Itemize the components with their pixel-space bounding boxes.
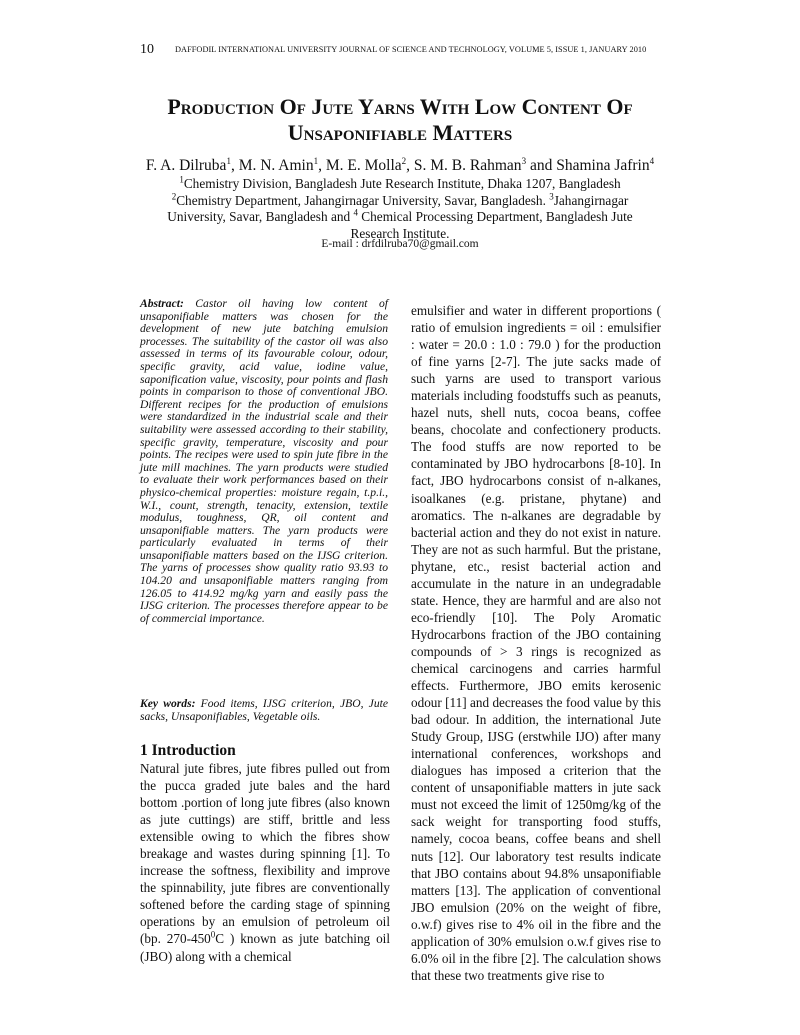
affil-mark: 2	[171, 191, 177, 202]
author-affil-mark: 4	[649, 155, 655, 166]
author-name: M. N. Amin	[238, 157, 314, 174]
author-separator: ,	[230, 157, 239, 174]
author-list	[90, 157, 710, 175]
degree-mark: 0	[210, 930, 216, 941]
author-affil-mark: 2	[401, 155, 407, 166]
abstract-text: Castor oil having low content of unsaponifiable matters was chosen for the development of new jute batching emulsion processes. The suitability of the castor oil was also assessed in terms of its favourable colour, odour, specific gravity, acid value, iodine value, saponification value, viscosity, pour points and flash points in comparison to those of conventional JBO. Different recipes for the production of emulsions were standardized in the industrial scale and their suitability were assessed according to their stability, specific gravity, temperature, viscosity and pour points. The recipes were used to spin jute fibre in the jute mill machines. The yarn products were studied to evaluate their work performances based on their physico-chemical properties: moisture regain, t.p.i., W.I., count, strength, tenacity, extension, textile modulus, toughness, QR, oil content and unsaponifiable matters. The yarn products were particularly evaluated in terms of their unsaponifiable matters based on the IJSG criterion. The yarns of processes show quality ratio 93.93 to 104.20 and unsaponifiable matters ranging from 126.05 to 414.92 mg/kg yarn and easily pass the IJSG criterion. The processes therefore appear to be of commercial importance.	[140, 297, 388, 625]
keywords	[140, 698, 388, 723]
affil-mark: 1	[179, 174, 184, 185]
author-separator: ,	[406, 157, 414, 174]
title-line-2: Unsaponifiable Matters	[287, 120, 513, 145]
author-name: M. E. Molla	[325, 157, 402, 174]
contact-email: E-mail : drfdilruba70@gmail.com	[321, 238, 479, 250]
author-name: S. M. B. Rahman	[413, 157, 522, 174]
affiliation-text: Chemistry Department, Jahangirnagar University, Savar, Bangladesh.	[176, 192, 550, 208]
column-2-paragraph: emulsifier and water in different proportions ( ratio of emulsion ingredients = oil : emulsifier : water = 20.0 : 1.0 : 79.0 ) for the production of fine yarns [2-7]. The jute sacks made of such yarns are used to transport various materials including foodstuffs such as peanuts, hazel nuts, shell nuts, cocoa beans, coffee beans, chocolate and confectionery products. The food stuffs are now reported to be contaminated by JBO hydrocarbons [8-10]. In fact, JBO hydrocarbons consist of n-alkanes, isoalkanes (e.g. pristane, phytane) and aromatics. The n-alkanes are degradable by bacterial action and they do not exist in nature. They are not as such harmful. But the pristane, phytane, etc., resist bacterial action and accumulate in the nature in an undegradable state. Hence, they are harmful and are also not eco-friendly [10]. The Poly Aromatic Hydrocarbons fraction of the JBO containing compounds of > 3 rings is recognized as chemical carcinogens and carries harmful effects. Furthermore, JBO emits kerosenic odour [11] and decreases the food value by this bad odour. In addition, the international Jute Study Group, IJSG (erstwhile IJO) after many international conferences, workshops and dialogues has imposed a criterion that the content of unsaponifiable matters in jute sack must not exceed the limit of 1250mg/kg of the sack weight for transporting food stuffs, namely, cocoa beans, coffee beans and shell nuts [12]. Our laboratory test results indicate that JBO contains about 94.8% unsaponifiable matters [13]. The application of conventional JBO emulsion (20% on the weight of fibre, o.w.f) gives rise to 4% oil in the fibre and the application of 30% emulsion o.w.f gives rise to 6.0% oil in the fibre [2]. The calculation shows that these two treatments give rise to	[411, 303, 661, 983]
affiliations	[150, 176, 650, 242]
page-number: 10	[140, 42, 154, 57]
affil-mark: 4	[353, 207, 358, 218]
intro-text: C ) known as jute batching oil (JBO) along with a chemical	[140, 931, 390, 964]
author-separator: ,	[318, 157, 326, 174]
paper-title	[80, 94, 720, 146]
section-heading: 1 Introduction	[140, 742, 236, 759]
title-line-1: Production Of Jute Yarns With Low Content Of	[167, 94, 633, 119]
affiliation-text: Chemistry Division, Bangladesh Jute Research Institute, Dhaka 1207, Bangladesh	[183, 176, 621, 191]
introduction-paragraph	[140, 760, 390, 965]
author-affil-mark: 1	[226, 155, 231, 166]
keywords-text: Food items, IJSG criterion, JBO, Jute sacks, Unsaponifiables, Vegetable oils.	[140, 697, 388, 723]
affil-mark: 3	[549, 191, 554, 202]
intro-text: Natural jute fibres, jute fibres pulled out from the pucca graded jute bales and the hard bottom .portion of long jute fibres (also known as jute cuttings) are stiff, brittle and less extensible owing to which the fibres show breakage and wastes during spinning [1]. To increase the softness, flexibility and improve the spinnability, jute fibres are conventionally softened before the carding stage of spinning operations by an emulsion of petroleum oil (bp. 270-450	[140, 761, 390, 947]
running-header: DAFFODIL INTERNATIONAL UNIVERSITY JOURNAL OF SCIENCE AND TECHNOLOGY, VOLUME 5, ISSUE 1, JANUARY 2010	[175, 45, 647, 54]
author-separator: and	[526, 157, 557, 174]
author-affil-mark: 3	[521, 155, 527, 166]
author-affil-mark: 1	[313, 155, 319, 166]
abstract-label: Abstract:	[140, 297, 184, 310]
author-name: F. A. Dilruba	[145, 157, 227, 174]
keywords-label: Key words:	[140, 697, 196, 710]
author-name: Shamina Jafrin	[556, 157, 650, 174]
affiliation-text: Chemical Processing Department, Bangladesh Jute Research Institute.	[350, 209, 633, 241]
affiliation-text: Jahangirnagar University, Savar, Bangladesh and	[167, 192, 629, 224]
abstract	[140, 298, 388, 625]
